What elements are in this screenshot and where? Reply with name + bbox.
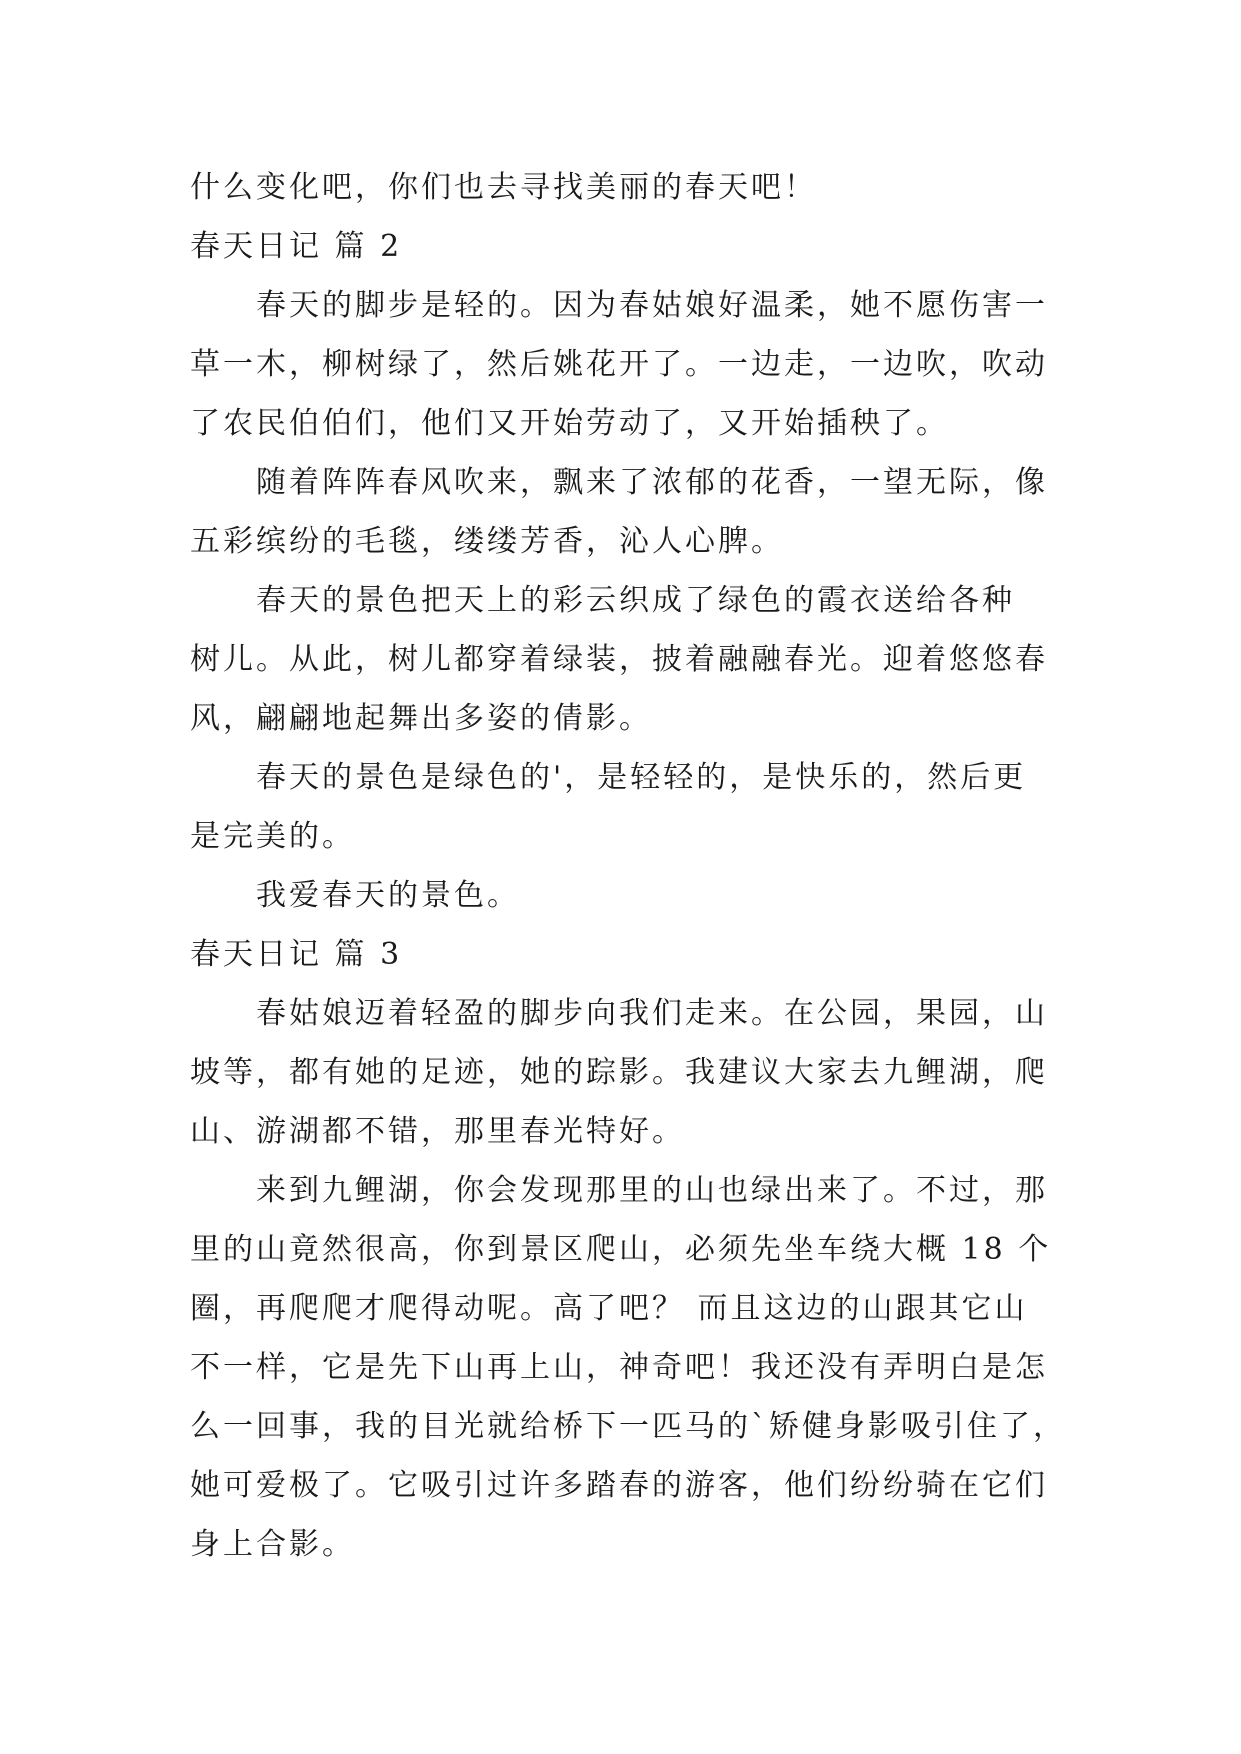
text-line: 坡等，都有她的足迹，她的踪影。我建议大家去九鲤湖，爬: [190, 1055, 1048, 1090]
paragraph-first-line: 春天的景色是绿色的'，是轻轻的，是快乐的，然后更: [256, 760, 1027, 795]
text-line: 什么变化吧，你们也去寻找美丽的春天吧！: [190, 170, 817, 205]
text-line: 身上合影。: [190, 1527, 355, 1562]
paragraph-first-line: 春天的脚步是轻的。因为春姑娘好温柔，她不愿伤害一: [256, 288, 1048, 323]
section-heading: 春天日记 篇 2: [190, 229, 403, 264]
text-line: 草一木，柳树绿了，然后姚花开了。一边走，一边吹，吹动: [190, 347, 1048, 382]
text-line: 不一样，它是先下山再上山，神奇吧！我还没有弄明白是怎: [190, 1350, 1048, 1385]
paragraph-first-line: 我爱春天的景色。: [256, 878, 520, 913]
paragraph-first-line: 随着阵阵春风吹来，飘来了浓郁的花香，一望无际，像: [256, 465, 1048, 500]
text-line: 她可爱极了。它吸引过许多踏春的游客，他们纷纷骑在它们: [190, 1468, 1048, 1503]
text-line: 山、游湖都不错，那里春光特好。: [190, 1114, 685, 1149]
text-line: 五彩缤纷的毛毯，缕缕芳香，沁人心脾。: [190, 524, 784, 559]
text-line: 圈，再爬爬才爬得动呢。高了吧？ 而且这边的山跟其它山: [190, 1291, 1028, 1326]
text-line: 风，翩翩地起舞出多姿的倩影。: [190, 701, 652, 736]
text-line: 是完美的。: [190, 819, 355, 854]
text-line: 里的山竟然很高，你到景区爬山，必须先坐车绕大概 18 个: [190, 1232, 1052, 1267]
paragraph-first-line: 春姑娘迈着轻盈的脚步向我们走来。在公园，果园，山: [256, 996, 1048, 1031]
text-line: 了农民伯伯们，他们又开始劳动了，又开始插秧了。: [190, 406, 949, 441]
text-line: 树儿。从此，树儿都穿着绿装，披着融融春光。迎着悠悠春: [190, 642, 1048, 677]
paragraph-first-line: 来到九鲤湖，你会发现那里的山也绿出来了。不过，那: [256, 1173, 1048, 1208]
document-page: [190, 158, 1066, 1574]
section-heading: 春天日记 篇 3: [190, 937, 403, 972]
text-line: 么一回事，我的目光就给桥下一匹马的`矫健身影吸引住了，: [190, 1409, 1066, 1444]
paragraph-first-line: 春天的景色把天上的彩云织成了绿色的霞衣送给各种: [256, 583, 1015, 618]
